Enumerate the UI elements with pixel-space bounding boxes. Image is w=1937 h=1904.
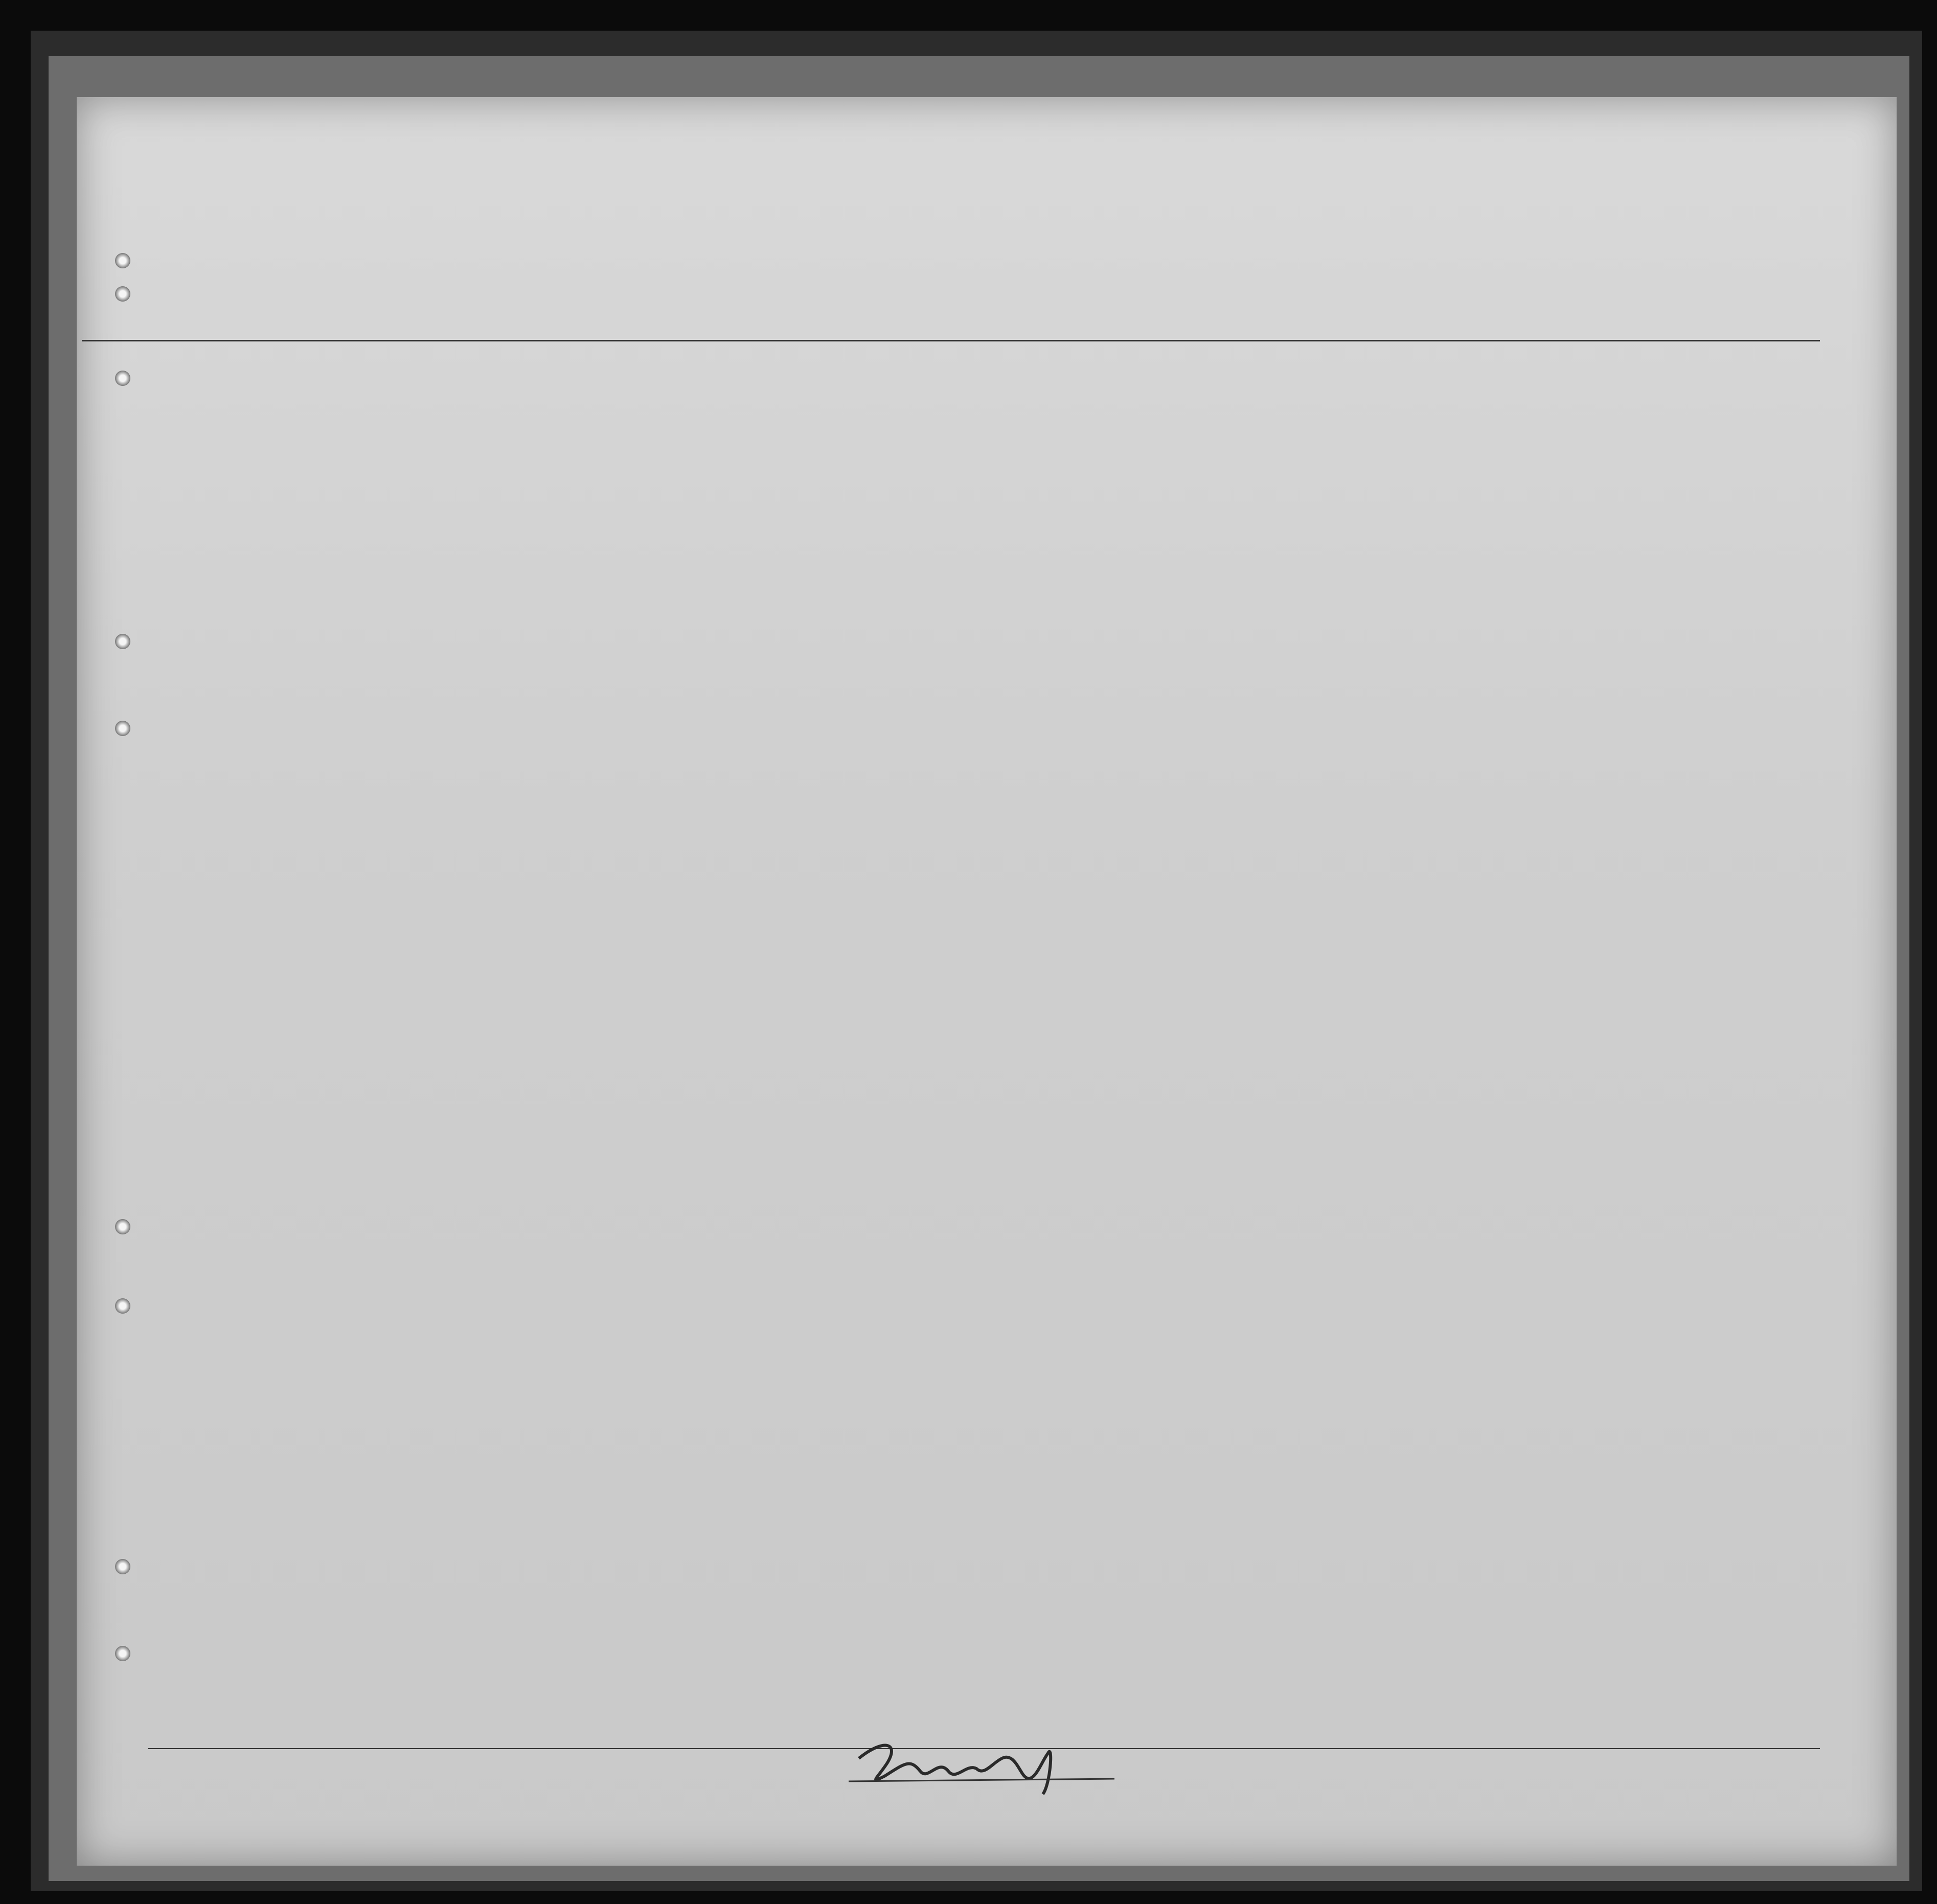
binder-hole — [115, 371, 130, 386]
inspector-signature — [838, 1728, 1125, 1799]
header-divider — [82, 340, 1820, 341]
binder-hole — [115, 1559, 130, 1574]
binder-hole — [115, 1646, 130, 1661]
binder-hole — [115, 721, 130, 736]
signature-stroke — [859, 1746, 1051, 1794]
signature-line — [849, 1779, 1114, 1781]
binder-hole — [115, 1298, 130, 1314]
binder-hole — [115, 634, 130, 649]
voyage-line — [87, 304, 1789, 345]
binder-hole — [115, 253, 130, 268]
binder-hole — [115, 1219, 130, 1234]
manifest-sheet — [77, 97, 1897, 1866]
binder-hole — [115, 286, 130, 302]
